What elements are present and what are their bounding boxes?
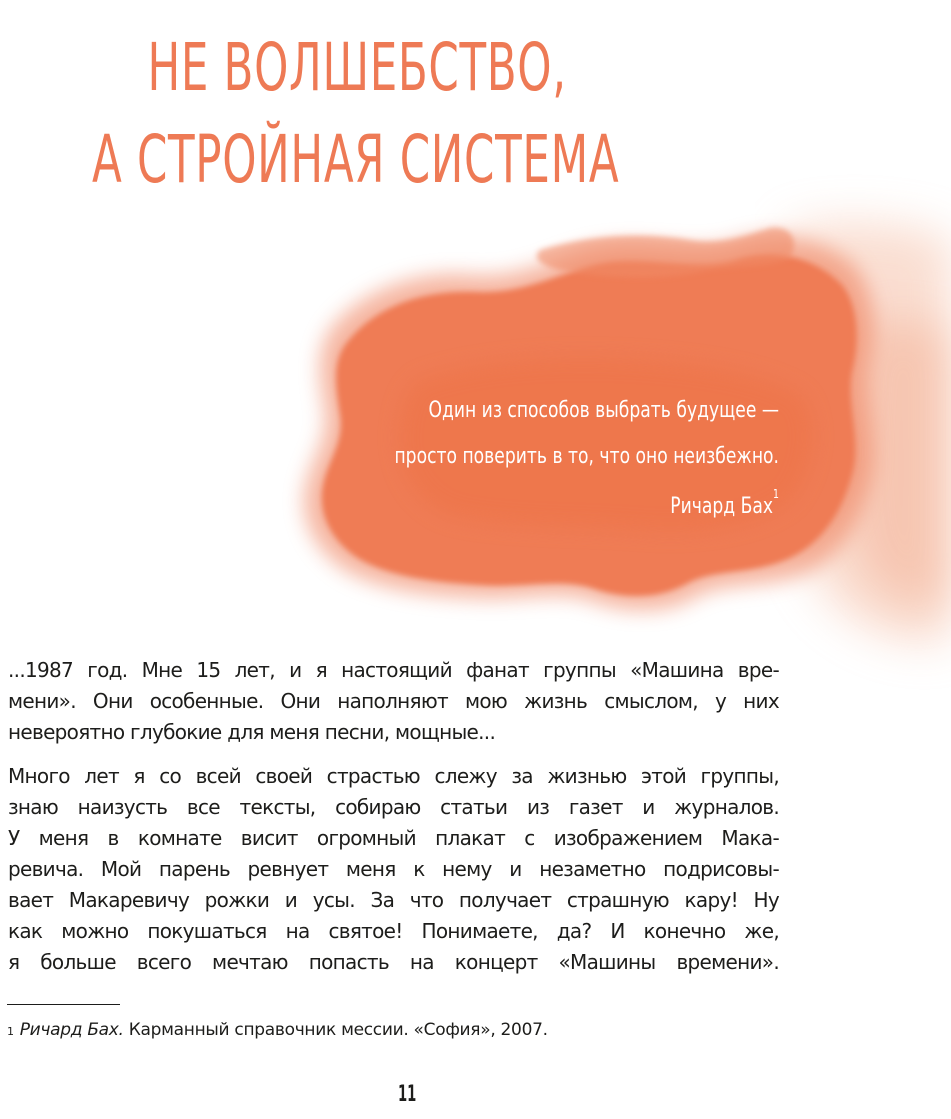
paragraph-2-line: вает Макаревичу рожки и усы. За что получает страшную кару! Ну: [8, 888, 779, 912]
epigraph-line-2: просто поверить в то, что оно неизбежно.: [394, 444, 779, 469]
footnote: [7, 1017, 548, 1043]
chapter-title: [31, 22, 659, 206]
footnote-divider: [7, 1004, 120, 1005]
paragraph-2-line: как можно покушаться на святое! Понимаете, да? И конечно же,: [8, 919, 779, 943]
epigraph-line-1: Один из способов выбрать будущее —: [428, 398, 779, 423]
chapter-title-line-2: А СТРОЙНАЯ СИСТЕМА: [92, 121, 620, 198]
paragraph-1-line: невероятно глубокие для меня песни, мощные...: [8, 720, 496, 744]
paragraph-2-line: знаю наизусть все тексты, собираю статьи из газет и журналов.: [8, 795, 779, 819]
paragraph-2-line: Много лет я со всей своей страстью слежу за жизнью этой группы,: [8, 764, 779, 788]
page-number: 11: [398, 1082, 417, 1107]
epigraph: [394, 388, 779, 530]
paragraph-1-line: мени». Они особенные. Они наполняют мою жизнь смыслом, у них: [8, 689, 779, 713]
chapter-title-line-1: НЕ ВОЛШЕБСТВО,: [147, 29, 567, 106]
epigraph-footnote-ref: 1: [773, 487, 779, 501]
paragraph-1-line: ...1987 год. Мне 15 лет, и я настоящий фанат группы «Машина вре-: [8, 658, 779, 682]
paragraph-2-line: У меня в комнате висит огромный плакат с изображением Мака-: [8, 826, 779, 850]
paragraph-2-line: ревича. Мой парень ревнует меня к нему и незаметно подрисовы-: [8, 857, 779, 881]
paragraph-2: [8, 761, 779, 978]
paragraph-2-line: я больше всего мечтаю попасть на концерт «Машины времени».: [8, 950, 779, 974]
footnote-text: Карманный справочник мессии. «София», 2007.: [123, 1020, 548, 1040]
footnote-author: Ричард Бах.: [19, 1020, 124, 1040]
epigraph-author: [394, 484, 779, 530]
paragraph-1: [8, 655, 779, 748]
epigraph-author-name: Ричард Бах: [670, 494, 774, 519]
footnote-number: 1: [7, 1025, 14, 1038]
